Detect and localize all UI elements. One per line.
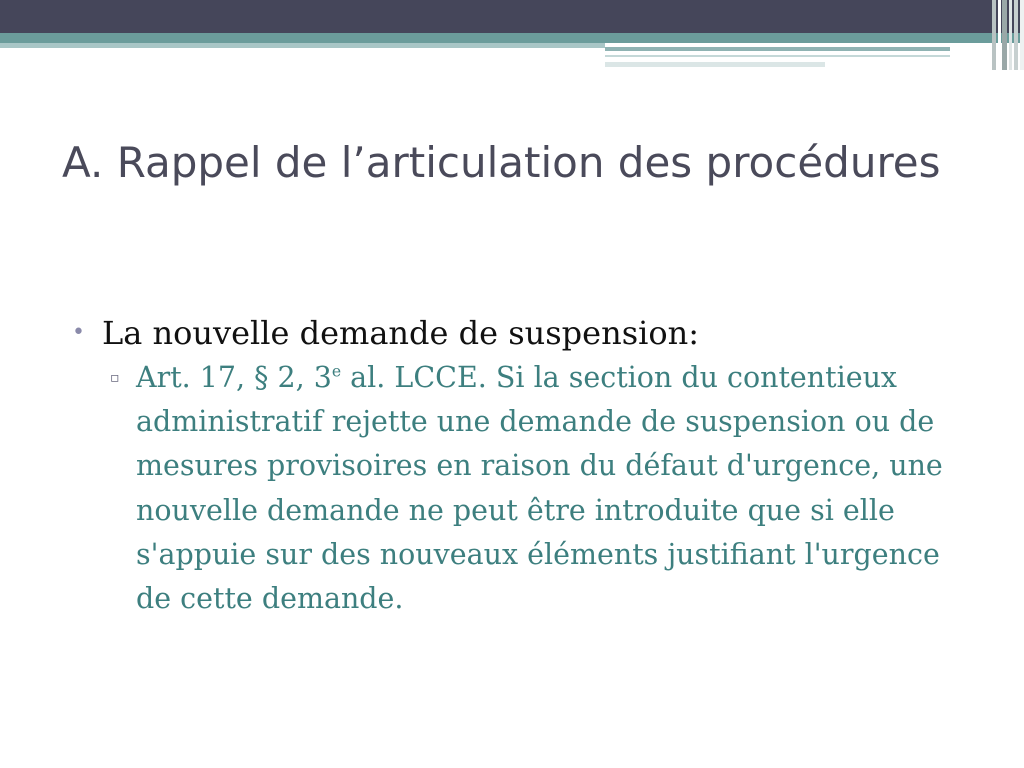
superscript: e: [331, 361, 342, 381]
article-reference: Art. 17, § 2, 3: [136, 361, 332, 394]
header-stripe: [1020, 0, 1024, 70]
bullet-square-icon: ▫: [110, 370, 120, 386]
header-band-teal-light: [0, 43, 605, 48]
bullet-level2: [110, 356, 972, 621]
bullet-level2-text: [136, 356, 956, 621]
slide-title: A. Rappel de l’articulation des procédures: [62, 138, 941, 187]
header-line: [605, 55, 950, 57]
header-stripe: [992, 0, 996, 70]
header-stripe: [998, 0, 1001, 70]
bullet-dot-icon: •: [72, 320, 85, 345]
header-stripe: [1002, 0, 1007, 70]
header-band-teal: [0, 33, 1024, 43]
header-line: [605, 47, 950, 51]
header-band-dark: [0, 0, 1024, 33]
bullet-level1: [72, 310, 972, 356]
article-text: al. LCCE. Si la section du contentieux administratif rejette une demande de suspension ou de mesures provisoires en raison du défaut d'urgence, une nouvelle demande ne peut être introduite que si elle s'appuie sur des nouveaux éléments justifiant l'urgence de cette demande.: [136, 361, 943, 616]
slide-body: [72, 310, 972, 621]
header-line: [605, 62, 825, 67]
header-stripe: [1014, 0, 1018, 70]
header-stripe: [1009, 0, 1012, 70]
bullet-level1-text: La nouvelle demande de suspension:: [102, 314, 700, 352]
header-stripes: [992, 0, 1024, 70]
